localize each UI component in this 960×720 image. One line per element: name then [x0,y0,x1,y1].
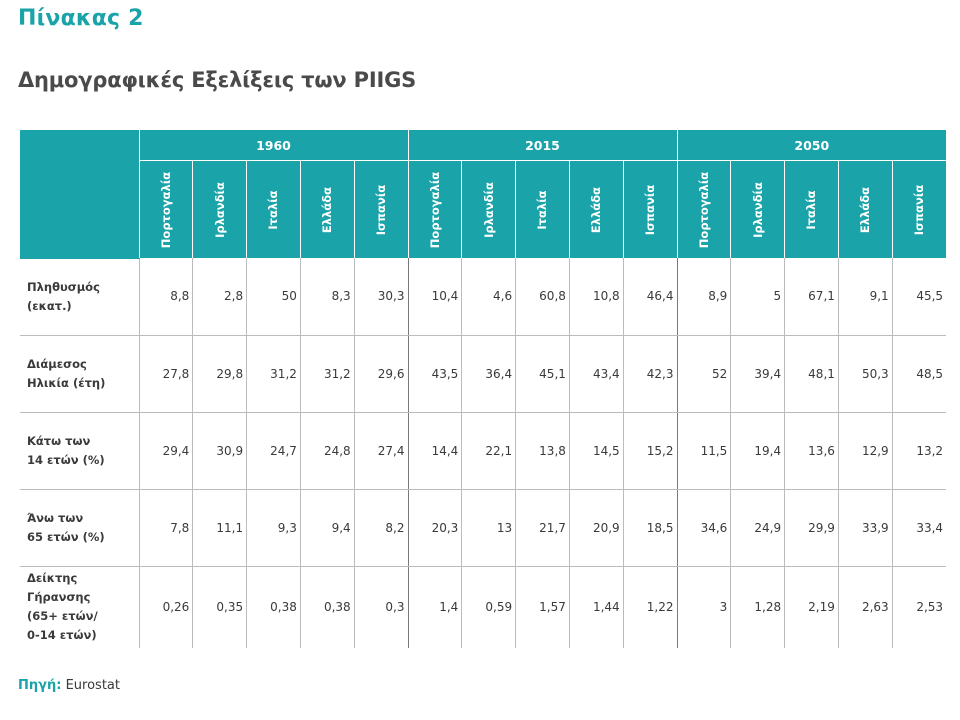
country-label: Πορτογαλία [427,171,442,248]
value-cell: 13,8 [516,412,570,489]
country-header [623,161,677,259]
value-cell: 13 [462,489,516,566]
value-cell: 39,4 [731,335,785,412]
value-cell: 48,1 [785,335,839,412]
value-cell: 24,7 [247,412,301,489]
country-header [677,161,731,259]
value-cell: 0,26 [139,566,193,648]
country-header [838,161,892,259]
country-label: Ιρλανδία [481,181,496,238]
value-cell: 30,3 [354,258,408,335]
value-cell: 0,59 [462,566,516,648]
source-value: Eurostat [65,678,120,693]
value-cell: 34,6 [677,489,731,566]
value-cell: 9,1 [838,258,892,335]
table-number-heading: Πίνακας 2 [18,6,144,31]
country-header-row [20,161,946,259]
table-row [20,258,946,335]
value-cell: 42,3 [623,335,677,412]
value-cell: 46,4 [623,258,677,335]
table-title: Δημογραφικές Εξελίξεις των PIIGS [18,68,417,92]
source-note [18,678,120,693]
value-cell: 1,22 [623,566,677,648]
country-header [462,161,516,259]
row-label-line: Δείκτης Γήρανσης [27,571,91,605]
value-cell: 18,5 [623,489,677,566]
value-cell: 1,44 [569,566,623,648]
table-row [20,412,946,489]
country-label: Ιταλία [804,189,819,230]
value-cell: 2,8 [193,258,247,335]
value-cell: 2,63 [838,566,892,648]
value-cell: 0,38 [247,566,301,648]
value-cell: 11,1 [193,489,247,566]
value-cell: 2,53 [916,600,944,615]
value-cell: 1,28 [731,566,785,648]
value-cell: 13,2 [892,412,946,489]
country-label: Ισπανία [374,184,389,235]
country-label: Πορτογαλία [158,171,173,248]
value-cell: 20,3 [408,489,462,566]
value-cell: 0,38 [300,566,354,648]
value-cell: 13,6 [785,412,839,489]
value-cell: 60,8 [516,258,570,335]
year-header: 2015 [408,130,677,161]
value-cell: 8,2 [354,489,408,566]
country-label: Πορτογαλία [696,171,711,248]
row-label-line: Άνω των [27,510,84,525]
year-header-row [20,130,946,161]
table-row [20,566,946,648]
country-label: Ελλάδα [320,186,335,233]
country-label: Ισπανία [912,184,927,235]
value-cell: 27,8 [139,335,193,412]
value-cell: 48,5 [892,335,946,412]
value-cell: 3 [677,566,731,648]
value-cell: 29,8 [193,335,247,412]
value-cell: 31,2 [247,335,301,412]
value-cell: 24,8 [300,412,354,489]
country-label: Ιταλία [266,189,281,230]
row-label [20,258,139,335]
value-cell: 29,4 [139,412,193,489]
value-cell: 27,4 [354,412,408,489]
value-cell: 12,9 [838,412,892,489]
row-label [20,335,139,412]
value-cell: 33,4 [892,489,946,566]
country-header [300,161,354,259]
country-header [731,161,785,259]
country-header [139,161,193,259]
value-cell: 10,4 [408,258,462,335]
value-cell: 8,9 [677,258,731,335]
value-cell: 0,35 [193,566,247,648]
row-label-line: Κάτω των [27,433,91,448]
value-cell: 52 [677,335,731,412]
value-cell: 43,5 [408,335,462,412]
value-cell: 33,9 [838,489,892,566]
row-label [20,566,139,648]
country-header [516,161,570,259]
value-cell: 2,19 [785,566,839,648]
value-cell: 36,4 [462,335,516,412]
country-header [785,161,839,259]
row-label-line: Διάμεσος [27,356,87,371]
row-label-line: Ηλικία (έτη) [27,375,106,390]
value-cell: 15,2 [623,412,677,489]
country-label: Ισπανία [643,184,658,235]
row-label-line: 65 ετών (%) [27,529,105,544]
country-label: Ιρλανδία [212,181,227,238]
value-cell: 50 [247,258,301,335]
table-row [20,335,946,412]
year-header: 2050 [677,130,946,161]
row-label-line: (65+ ετών/ [27,609,98,624]
value-cell: 10,8 [569,258,623,335]
country-label: Ιταλία [535,189,550,230]
value-cell: 24,9 [731,489,785,566]
value-cell: 4,6 [462,258,516,335]
value-cell: 30,9 [193,412,247,489]
country-label: Ιρλανδία [750,181,765,238]
row-label-line: 0-14 ετών) [27,628,97,643]
country-label: Ελλάδα [589,186,604,233]
table-row [20,489,946,566]
demographics-table [20,130,946,648]
row-label-line: (εκατ.) [27,298,72,313]
country-header [354,161,408,259]
row-label [20,489,139,566]
row-label [20,412,139,489]
value-cell: 21,7 [516,489,570,566]
value-cell: 1,57 [516,566,570,648]
value-cell: 45,1 [516,335,570,412]
value-cell: 29,9 [785,489,839,566]
value-cell: 9,3 [247,489,301,566]
value-cell: 11,5 [677,412,731,489]
country-header [569,161,623,259]
country-header [892,161,946,259]
value-cell: 29,6 [354,335,408,412]
value-cell: 8,3 [300,258,354,335]
value-cell: 0,3 [354,566,408,648]
value-cell: 20,9 [569,489,623,566]
country-header [247,161,301,259]
source-label: Πηγή: [18,678,62,693]
value-cell: 67,1 [785,258,839,335]
value-cell: 1,4 [408,566,462,648]
value-cell: 7,8 [139,489,193,566]
value-cell: 50,3 [838,335,892,412]
value-cell: 14,5 [569,412,623,489]
row-label-line: 14 ετών (%) [27,452,105,467]
value-cell: 14,4 [408,412,462,489]
country-header [193,161,247,259]
row-label-line: Πληθυσμός [27,279,100,294]
value-cell: 22,1 [462,412,516,489]
country-header [408,161,462,259]
value-cell: 9,4 [300,489,354,566]
value-cell: 5 [731,258,785,335]
value-cell: 19,4 [731,412,785,489]
value-cell: 45,5 [892,258,946,335]
value-cell: 43,4 [569,335,623,412]
header-corner [20,130,139,258]
country-label: Ελλάδα [858,186,873,233]
year-header: 1960 [139,130,408,161]
value-cell: 8,8 [139,258,193,335]
value-cell: 31,2 [300,335,354,412]
